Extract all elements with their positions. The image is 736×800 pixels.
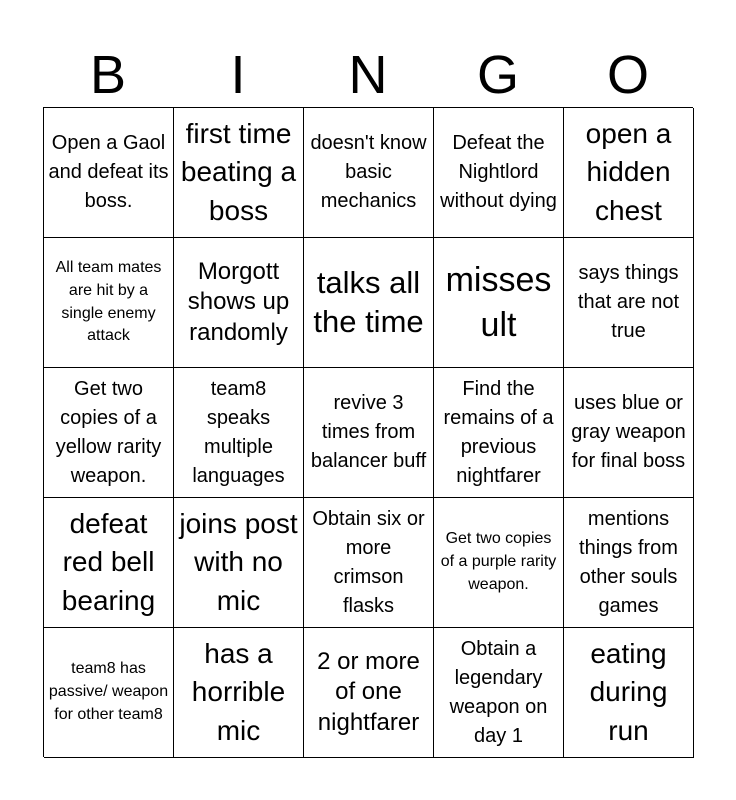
- header-letter-i: I: [230, 45, 246, 105]
- cell-text: mentions things from other souls games: [579, 507, 678, 617]
- bingo-cell[interactable]: [44, 498, 174, 628]
- header-letter-g: G: [476, 45, 519, 105]
- bingo-cell[interactable]: [44, 368, 174, 498]
- bingo-cell[interactable]: [174, 498, 304, 628]
- cell-text: defeat red bell bearing: [61, 508, 156, 616]
- bingo-cell[interactable]: [174, 628, 304, 758]
- cell-text: Open a Gaol and defeat its boss.: [48, 132, 169, 212]
- cell-text: misses ult: [445, 261, 552, 344]
- cell-text: has a horrible mic: [191, 638, 286, 746]
- cell-text: All team mates are hit by a single enemy attack: [55, 259, 162, 345]
- bingo-board: [43, 107, 693, 757]
- cell-text: joins post with no mic: [179, 508, 298, 616]
- cell-text: says things that are not true: [577, 262, 680, 342]
- bingo-cell[interactable]: [304, 628, 434, 758]
- cell-text: uses blue or gray weapon for final boss: [571, 392, 686, 472]
- bingo-cell[interactable]: [434, 238, 564, 368]
- bingo-cell[interactable]: [564, 238, 694, 368]
- bingo-cell[interactable]: [434, 368, 564, 498]
- bingo-cell[interactable]: [44, 628, 174, 758]
- cell-text: team8 has passive/ weapon for other team8: [48, 660, 169, 723]
- bingo-cell[interactable]: [304, 498, 434, 628]
- cell-text: doesn't know basic mechanics: [310, 132, 427, 212]
- cell-text: eating during run: [589, 638, 668, 746]
- cell-text: talks all the time: [313, 264, 424, 339]
- bingo-cell[interactable]: [44, 108, 174, 238]
- cell-text: Get two copies of a purple rarity weapon.: [440, 530, 557, 593]
- bingo-cell[interactable]: [434, 628, 564, 758]
- cell-text: team8 speaks multiple languages: [192, 377, 285, 487]
- bingo-cell[interactable]: [174, 108, 304, 238]
- bingo-cell[interactable]: [564, 498, 694, 628]
- cell-text: Morgott shows up randomly: [187, 257, 290, 346]
- cell-text: 2 or more of one nightfarer: [317, 647, 420, 736]
- header-letter-n: N: [348, 45, 388, 105]
- bingo-cell[interactable]: [304, 368, 434, 498]
- cell-text: Obtain six or more crimson flasks: [312, 507, 425, 617]
- bingo-cell[interactable]: [174, 368, 304, 498]
- cell-text: Obtain a legendary weapon on day 1: [449, 637, 548, 747]
- bingo-cell[interactable]: [564, 368, 694, 498]
- header-letter-o: O: [606, 45, 649, 105]
- bingo-header: [43, 42, 693, 108]
- header-letter-b: B: [89, 45, 127, 105]
- bingo-cell[interactable]: [174, 238, 304, 368]
- bingo-cell[interactable]: [434, 498, 564, 628]
- cell-text: Find the remains of a previous nightfarer: [443, 377, 554, 487]
- cell-text: revive 3 times from balancer buff: [310, 392, 427, 472]
- bingo-cell[interactable]: [564, 108, 694, 238]
- bingo-cell[interactable]: [44, 238, 174, 368]
- cell-text: first time beating a boss: [180, 118, 297, 226]
- cell-text: Defeat the Nightlord without dying: [440, 132, 557, 212]
- cell-text: Get two copies of a yellow rarity weapon.: [55, 377, 162, 487]
- bingo-cell[interactable]: [434, 108, 564, 238]
- bingo-cell[interactable]: [304, 108, 434, 238]
- bingo-cell[interactable]: [564, 628, 694, 758]
- cell-text: open a hidden chest: [585, 118, 672, 226]
- bingo-cell[interactable]: [304, 238, 434, 368]
